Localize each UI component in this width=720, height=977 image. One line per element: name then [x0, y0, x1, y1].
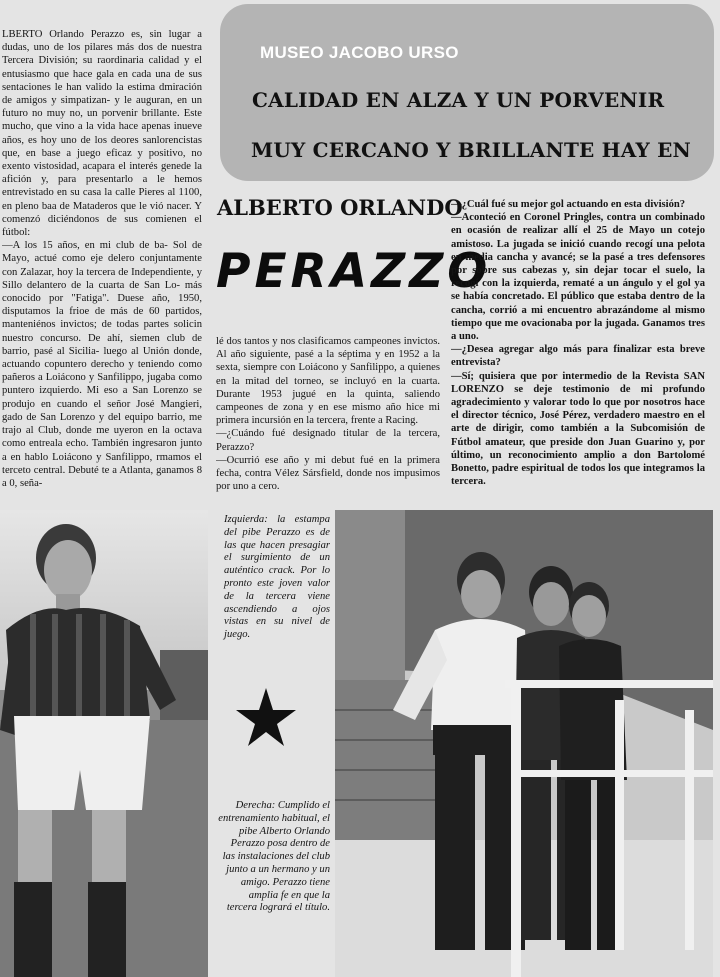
caption-left-photo: Izquierda: la estampa del pibe Perazzo es de las que hacen presagiar el surgimiento de un auténtico crack. Por lo pronto este joven valor de la tercera viene ascendiendo a ojos vistas en su nivel de juego. [224, 514, 330, 641]
star-icon [234, 686, 298, 748]
article-paragraph: LBERTO Orlando Perazzo es, sin lugar a dudas, uno de los pilares más dos de nuestra Tercera División; su raordinaria calidad y el entusiasmo que hace gala en cada una de sus sentaciones le han valido la estima dmiración de amigos y simpatizan- y le auguran, en un futuro no muy no, un porvenir brillante. Este mucho, que vino a la vida hace apenas inueve años, es hoy uno de los deores sanlorencistas que, en base a juego eficaz y positivo, no exento vistosidad, acapara el interés genede la afición y, para presentarlo a le hemos entrevistado en su casa la calle Pieres al 1100, en pleno baa de Mataderos que le vió nacer. Y comenzó diciéndonos de sus comienen el fútbol: [2, 29, 202, 239]
group-photo-illustration [335, 510, 713, 977]
headline-line-2: MUY CERCANO Y BRILLANTE HAY EN [251, 138, 692, 162]
group-photo [335, 510, 713, 977]
caption-right-photo: Derecha: Cumplido el entrenamiento habitual, el pibe Alberto Orlando Perazzo posa dentro de las instalaciones del club junto a un hermano y un amigo. Perazzo tiene amplia fe en que la tercera logrará el título. [218, 800, 330, 914]
article-paragraph: —Aconteció en Coronel Pringles, contra un combinado en ocasión de realizar allí el 25 de Mayo un cotejo amistoso. La jugada se inició cuando recogí una pelota en media cancha y avancé; se la pasé a tres defensores por sobre sus cabezas y, sin dejar tocar el suelo, la recogí con la izquierda, rematé a un ángulo y el gol ya se había concretado. El público que estaba dentro de la cancha, corrió a mi encuentro abrazándome al mismo tiempo que me ovacionaba por la jugada. Ganamos tres a uno. [451, 212, 705, 343]
player-portrait-photo [0, 510, 208, 977]
article-question: —¿Cuál fué su mejor gol actuando en esta división? [451, 199, 686, 210]
headline-line-1: CALIDAD EN ALZA Y UN PORVENIR [252, 88, 665, 112]
article-paragraph: —Sí; quisiera que por intermedio de la Revista SAN LORENZO se deje testimonio de mi profundo agradecimiento y valorar todo lo que por nosotros hace el director técnico, José Pérez, verdadero maestro en el arte de dirigir, como también a la Subcomisión de Fútbol amateur, que preside don Juan Guarino y, por último, un reconocimiento amplio a don Bartolomé Bonetto, padre espiritual de todos los que integramos la tercera. [451, 370, 705, 488]
article-paragraph: —A los 15 años, en mi club de ba- Sol de Mayo, actué como eje delero conjuntamente con Zalazar, hoy la tercera de Independiente, y Sillo delantero de la cuarta de San Lo- más conocido por "Fatiga". Duese año, 1950, disputamos la frioe de más de 60 partidos, manteniénos invictos; de todas partes solicin nuestro concurso. De ahí, siemen club de barrio, pasé al Sicilia- luego al Unión donde, actuando copuntero derecho y teniendo como pañeros a Loiácono y Sanfilippo, jugaba como puntero izquierdo. Mi eso a San Lorenzo se produjo en cuando el señor José Mangieri, gado de San Lorenzo y del equipo barrio, me trajo al Club, donde me uyeron en la octava como entreala echo. También ingresaron junto a en hablo Loiácono y Sanfilippo, rmamos el terceto central. Debuté te a Atlanta, ganamos 8 a 0, seña- [2, 240, 202, 489]
player-portrait-illustration [0, 510, 208, 977]
article-column-1 [2, 28, 202, 506]
watermark-text: MUSEO JACOBO URSO [260, 43, 459, 62]
player-surname: PERAZZO [216, 244, 492, 299]
article-column-2 [216, 335, 440, 535]
player-first-names: ALBERTO ORLANDO [217, 195, 463, 220]
article-question: —¿Cuándo fué designado titular de la tercera, Perazzo? [216, 428, 440, 453]
article-paragraph: —Ocurrió ese año y mi debut fué en la primera fecha, contra Vélez Sársfield, donde nos impusimos por uno a cero. [216, 454, 440, 493]
article-column-3 [451, 198, 705, 506]
article-paragraph: lé dos tantos y nos clasificamos campeones invictos. Al año siguiente, pasé a la séptima y en 1952 a la sexta, siempre con Loiácono y Sanfilippo, a quienes en la mitad del torneo, se incluyó en la cuarta. Durante 1953 jugué en la quinta, saliendo campeones de zona y en ese mismo año hice mi primera incursión en la tercera, frente a Racing. [216, 336, 440, 427]
article-question: —¿Desea agregar algo más para finalizar esta breve entrevista? [451, 344, 705, 369]
